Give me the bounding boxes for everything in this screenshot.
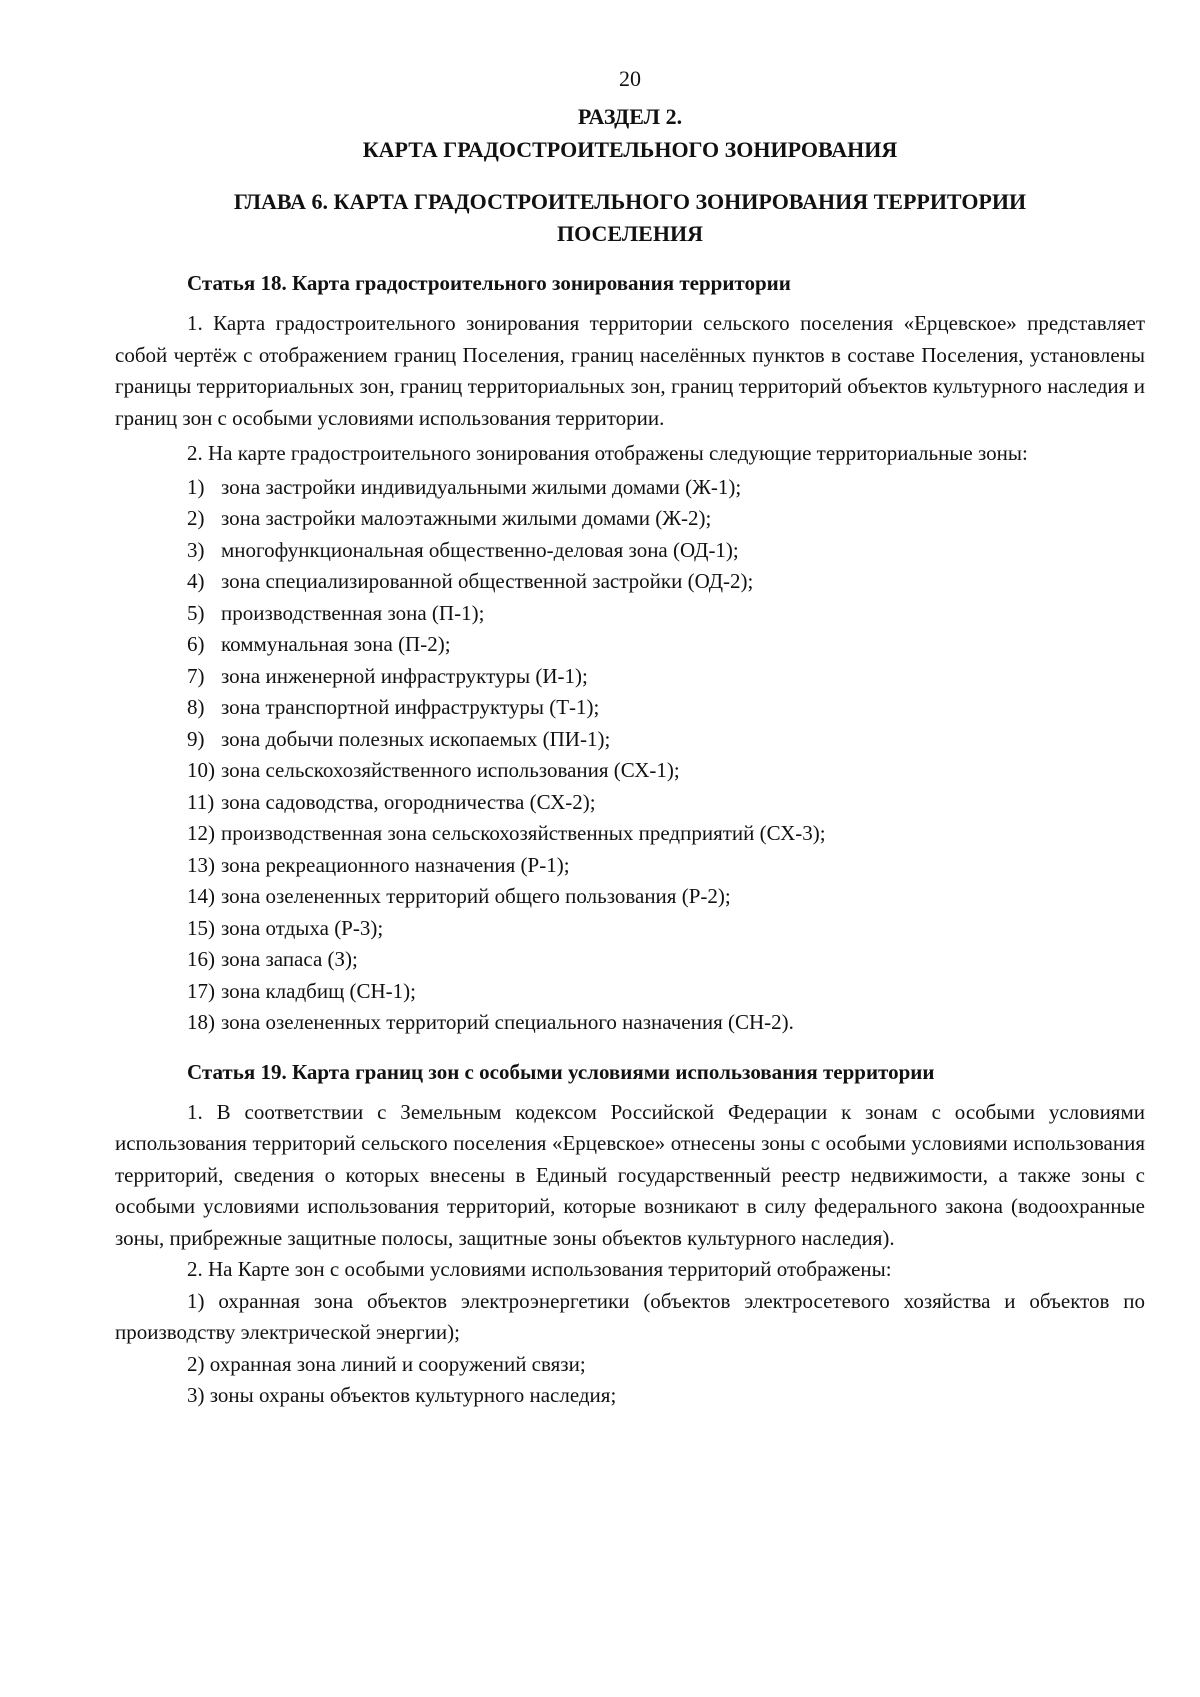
list-item-number: 15): [187, 915, 215, 940]
list-item-text: коммунальная зона (П-2);: [221, 632, 451, 656]
article-18-paragraph-1: 1. Карта градостроительного зонирования территории сельского поселения «Ерцевское» представляет собой чертёж с отображением границ Поселения, границ населённых пунктов в составе Поселения, установлены границы территориальных зон, границ территориальных зон, границ территорий объектов культурного наследия и границ зон с особыми условиями использования территории.: [115, 311, 1145, 430]
list-item-text: зона добычи полезных ископаемых (ПИ-1);: [221, 726, 611, 751]
list-item-number: 7): [187, 663, 205, 688]
list-item-text: зона отдыха (Р-3);: [221, 915, 384, 940]
list-item-number: 8): [187, 695, 205, 719]
chapter-title-line-1: ГЛАВА 6. КАРТА ГРАДОСТРОИТЕЛЬНОГО ЗОНИРОВАНИЯ ТЕРРИТОРИИ: [233, 189, 1027, 214]
list-item-number: 14): [187, 884, 215, 908]
list-item: [187, 629, 1145, 661]
list-item-number: 1): [187, 474, 205, 499]
list-item-text: производственная зона (П-1);: [221, 600, 485, 625]
list-item: [187, 850, 1145, 882]
article-19-title: Статья 19. Карта границ зон с особыми условиями использования территории: [187, 1059, 935, 1084]
chapter-title-line-2: ПОСЕЛЕНИЯ: [557, 221, 703, 246]
list-item: [187, 503, 1145, 535]
territorial-zones-list: [115, 472, 1145, 1039]
list-item-text: зона запаса (З);: [221, 947, 358, 971]
article-19-item: 3) зоны охраны объектов культурного наследия;: [187, 1383, 617, 1407]
list-item-text: зона транспортной инфраструктуры (Т-1);: [221, 695, 600, 719]
list-item-number: 11): [187, 789, 215, 814]
list-item-number: 17): [187, 978, 215, 1003]
list-item-text: зона озелененных территорий общего пользования (Р-2);: [221, 884, 731, 908]
list-item: [187, 787, 1145, 819]
list-item-number: 16): [187, 947, 215, 971]
list-item-number: 10): [187, 758, 215, 782]
list-item-number: 9): [187, 726, 205, 751]
list-item-number: 18): [187, 1010, 215, 1034]
list-item-text: зона садоводства, огородничества (СХ-2);: [221, 789, 596, 814]
list-item-number: 2): [187, 506, 205, 530]
list-item: [187, 692, 1145, 724]
list-item: [187, 755, 1145, 787]
article-19-item: 2) охранная зона линий и сооружений связи;: [187, 1351, 586, 1376]
list-item: [187, 913, 1145, 945]
list-item: [187, 724, 1145, 756]
section-name: КАРТА ГРАДОСТРОИТЕЛЬНОГО ЗОНИРОВАНИЯ: [362, 137, 898, 162]
section-number: РАЗДЕЛ 2.: [577, 104, 683, 129]
list-item: [187, 818, 1145, 850]
list-item-number: 3): [187, 537, 205, 562]
list-item-text: зона инженерной инфраструктуры (И-1);: [221, 663, 588, 688]
section-heading: [115, 100, 1145, 166]
article-18-paragraph-2: 2. На карте градостроительного зонирования отображены следующие территориальные зоны:: [187, 441, 1028, 465]
list-item-text: зона озелененных территорий специального назначения (СН-2).: [221, 1010, 794, 1034]
list-item-text: зона кладбищ (СН-1);: [221, 978, 416, 1003]
document-page: [115, 66, 1145, 1412]
list-item: [187, 661, 1145, 693]
list-item-number: 12): [187, 821, 215, 845]
list-item-number: 13): [187, 852, 215, 877]
list-item-text: зона специализированной общественной застройки (ОД-2);: [221, 569, 754, 593]
list-item-number: 4): [187, 569, 205, 593]
article-19-item: 1) охранная зона объектов электроэнергетики (объектов электросетевого хозяйства и объектов по производству электрической энергии);: [115, 1288, 1145, 1344]
article-18-title: Статья 18. Карта градостроительного зонирования территории: [187, 271, 791, 295]
list-item: [187, 472, 1145, 504]
list-item-text: зона рекреационного назначения (Р-1);: [221, 852, 570, 877]
article-19-paragraph-1: 1. В соответствии с Земельным кодексом Российской Федерации к зонам с особыми условиями использования территорий сельского поселения «Ерцевское» отнесены зоны с особыми условиями использования территорий, сведения о которых внесены в Единый государственный реестр недвижимости, а также зоны с особыми условиями использования территорий, которые возникают в силу федерального закона (водоохранные зоны, прибрежные защитные полосы, защитные зоны объектов культурного наследия).: [115, 1099, 1145, 1250]
list-item-text: зона застройки малоэтажными жилыми домами (Ж-2);: [221, 506, 712, 530]
list-item-number: 5): [187, 600, 205, 625]
list-item: [187, 976, 1145, 1008]
list-item: [187, 1007, 1145, 1039]
list-item-text: производственная зона сельскохозяйственных предприятий (СХ-3);: [221, 821, 826, 845]
chapter-heading: [115, 186, 1145, 250]
list-item: [187, 944, 1145, 976]
list-item: [187, 598, 1145, 630]
page-number: 20: [619, 66, 641, 91]
list-item: [187, 535, 1145, 567]
list-item-number: 6): [187, 632, 205, 656]
list-item-text: многофункциональная общественно-деловая зона (ОД-1);: [221, 537, 739, 562]
list-item: [187, 566, 1145, 598]
list-item-text: зона застройки индивидуальными жилыми домами (Ж-1);: [221, 474, 742, 499]
list-item-text: зона сельскохозяйственного использования (СХ-1);: [221, 758, 680, 782]
list-item: [187, 881, 1145, 913]
article-19-paragraph-2: 2. На Карте зон с особыми условиями использования территорий отображены:: [187, 1257, 892, 1281]
